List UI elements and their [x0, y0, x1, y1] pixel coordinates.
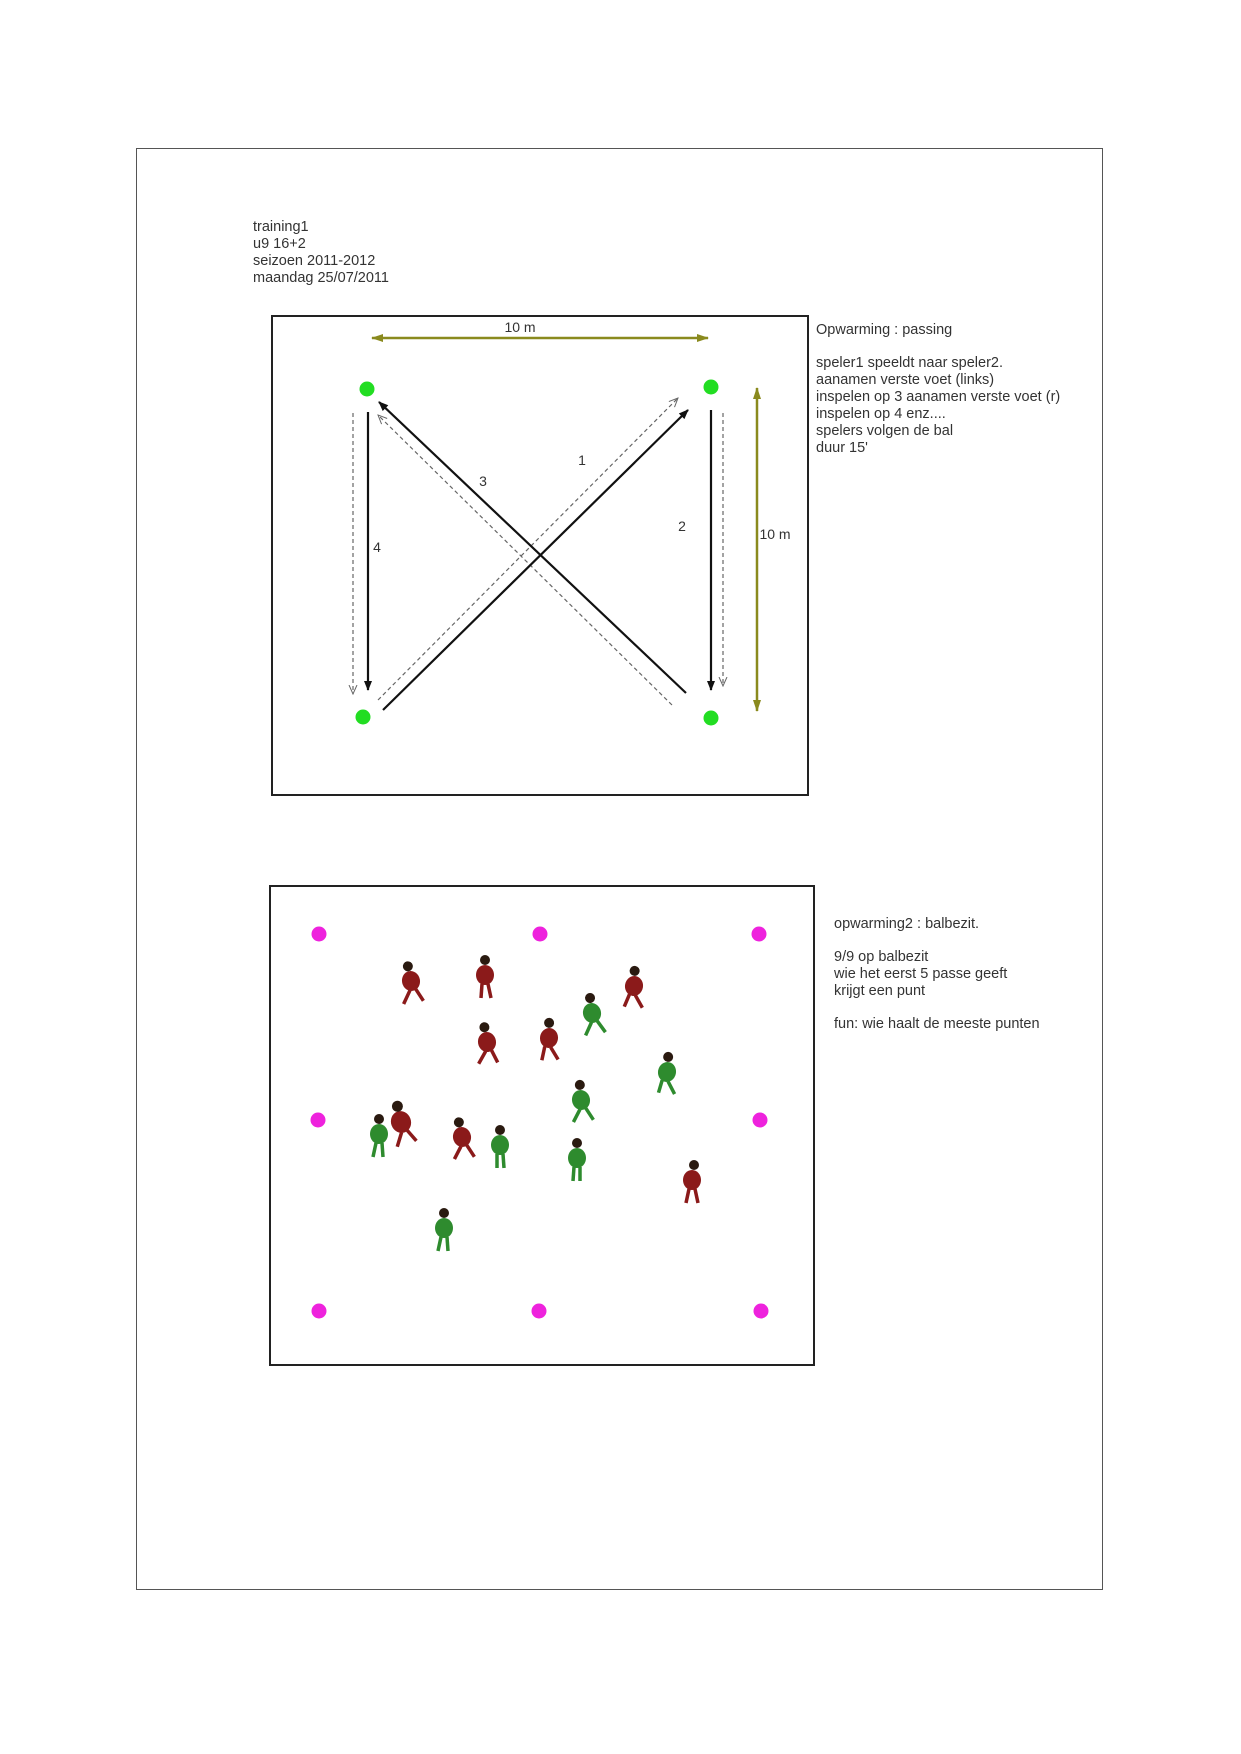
cone — [312, 1304, 327, 1319]
cone — [754, 1304, 769, 1319]
cone — [753, 1113, 768, 1128]
pass-label-3: 3 — [479, 473, 487, 489]
width-dimension-label: 10 m — [504, 319, 536, 335]
pass-label-1: 1 — [578, 452, 586, 468]
drill2-note-4: fun: wie haalt de meeste punten — [834, 1016, 1040, 1032]
drill1-title: Opwarming : passing — [816, 322, 953, 338]
drill2-note-2: wie het eerst 5 passe geeft — [834, 966, 1008, 982]
red-player — [472, 1021, 500, 1066]
drill1-note-5: spelers volgen de bal — [816, 423, 954, 439]
green-player — [491, 1125, 509, 1168]
drill1-pass-labels — [373, 452, 686, 555]
red-player — [446, 1116, 475, 1161]
green-player — [565, 1079, 594, 1124]
pass-3-arrow — [379, 402, 686, 693]
drill1-note-4: inspelen op 4 enz.... — [816, 406, 946, 422]
green-player — [575, 991, 606, 1037]
cone — [704, 380, 719, 395]
green-player — [370, 1114, 388, 1157]
drill1-note-2: aanamen verste voet (links) — [816, 372, 995, 388]
drill2-note-3: krijgt een punt — [834, 983, 926, 999]
green-player — [435, 1208, 453, 1251]
date: maandag 25/07/2011 — [253, 270, 389, 286]
pass-label-2: 2 — [678, 518, 686, 534]
height-dimension-label: 10 m — [759, 526, 791, 542]
drill1-note-6: duur 15' — [816, 440, 868, 456]
cone — [533, 927, 548, 942]
cone — [311, 1113, 326, 1128]
cone — [752, 927, 767, 942]
pass-1-arrow — [383, 410, 688, 710]
drill2-players — [370, 955, 701, 1251]
red-player — [537, 1017, 564, 1063]
pass-label-4: 4 — [373, 539, 381, 555]
drill1-note-3: inspelen op 3 aanamen verste voet (r) — [816, 389, 1061, 405]
drill1-passes — [368, 402, 711, 710]
red-player — [395, 960, 424, 1005]
drill2-note-1: 9/9 op balbezit — [834, 949, 929, 965]
cone — [356, 710, 371, 725]
training-title: training1 — [253, 219, 309, 235]
cone — [312, 927, 327, 942]
team-info: u9 16+2 — [253, 236, 306, 252]
red-player — [382, 1098, 418, 1147]
drill1-note-1: speler1 speeldt naar speler2. — [816, 355, 1004, 371]
cone — [704, 711, 719, 726]
season: seizoen 2011-2012 — [253, 253, 376, 269]
cone — [532, 1304, 547, 1319]
drill2-title: opwarming2 : balbezit. — [834, 916, 980, 932]
cone — [360, 382, 375, 397]
red-player — [476, 955, 494, 998]
green-player — [568, 1138, 586, 1181]
red-player — [683, 1160, 701, 1203]
green-player — [654, 1051, 683, 1096]
run-line — [378, 415, 672, 705]
red-player — [621, 965, 649, 1010]
